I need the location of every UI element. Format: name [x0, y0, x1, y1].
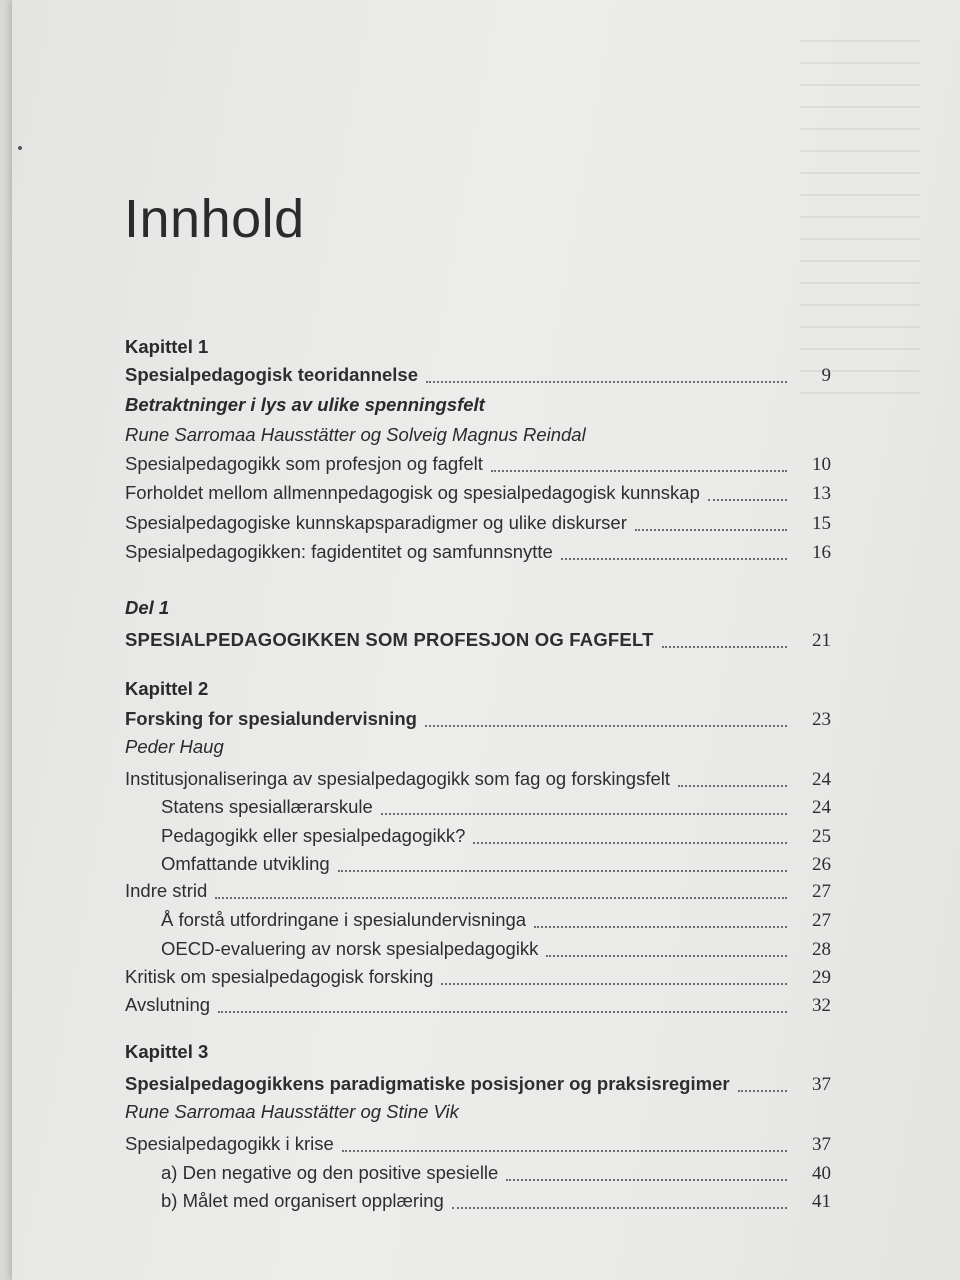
chapter-2-authors: Peder Haug	[125, 736, 224, 757]
part-1-label: Del 1	[125, 597, 170, 618]
toc-subentry	[161, 825, 831, 851]
toc-subentry	[161, 796, 831, 822]
toc-subentry	[161, 938, 831, 964]
page-title: Innhold	[124, 189, 305, 249]
entry-title: Forholdet mellom allmennpedagogisk og spesialpedagogisk kunnskap	[125, 482, 700, 503]
chapter-2-title-entry	[125, 708, 831, 734]
chapter-3-label: Kapittel 3	[125, 1041, 209, 1062]
page-number: 41	[812, 1191, 831, 1212]
entry-title: OECD-evaluering av norsk spesialpedagogikk	[161, 938, 539, 959]
leader-dots	[561, 558, 787, 560]
page-number: 27	[812, 881, 831, 902]
toc-entry	[125, 541, 831, 567]
page-number: 32	[812, 995, 831, 1016]
page-number: 24	[812, 769, 831, 790]
leader-dots	[338, 870, 787, 872]
leader-dots	[342, 1150, 787, 1152]
leader-dots	[426, 381, 787, 383]
toc-entry	[125, 966, 831, 992]
page-number: 10	[812, 454, 831, 475]
book-page	[12, 0, 960, 1280]
entry-title: Statens spesiallærarskule	[161, 796, 373, 817]
page-speck	[18, 146, 22, 150]
chapter-2-label: Kapittel 2	[125, 678, 209, 699]
entry-title: a) Den negative og den positive spesielle	[161, 1162, 499, 1183]
leader-dots	[506, 1179, 787, 1181]
leader-dots	[441, 983, 787, 985]
entry-title: Spesialpedagogiske kunnskapsparadigmer og ulike diskurser	[125, 512, 627, 533]
part-1-title: SPESIALPEDAGOGIKKEN SOM PROFESJON OG FAGFELT	[125, 629, 654, 650]
page-number: 15	[812, 513, 831, 534]
leader-dots	[534, 926, 787, 928]
entry-title: Omfattande utvikling	[161, 853, 330, 874]
page-number: 24	[812, 797, 831, 818]
page-number: 37	[812, 1074, 831, 1095]
chapter-2-title: Forsking for spesialundervisning	[125, 708, 417, 729]
part-1-title-entry	[125, 629, 831, 655]
entry-title: Spesialpedagogikk som profesjon og fagfelt	[125, 453, 483, 474]
page-number: 25	[812, 826, 831, 847]
leader-dots	[452, 1207, 787, 1209]
leader-dots	[662, 646, 787, 648]
leader-dots	[546, 955, 787, 957]
toc-entry	[125, 512, 831, 538]
toc-entry	[125, 994, 831, 1020]
toc-subentry	[161, 909, 831, 935]
chapter-1-authors: Rune Sarromaa Hausstätter og Solveig Magnus Reindal	[125, 424, 586, 445]
leader-dots	[425, 725, 787, 727]
page-number: 23	[812, 709, 831, 730]
toc-entry	[125, 1133, 831, 1159]
entry-title: Å forstå utfordringane i spesialundervisninga	[161, 909, 527, 930]
leader-dots	[708, 499, 787, 501]
toc-subentry	[161, 853, 831, 879]
chapter-3-authors: Rune Sarromaa Hausstätter og Stine Vik	[125, 1101, 459, 1122]
entry-title: Spesialpedagogikken: fagidentitet og samfunnsnytte	[125, 541, 553, 562]
leader-dots	[381, 813, 787, 815]
page-number: 29	[812, 967, 831, 988]
leader-dots	[218, 1011, 787, 1013]
entry-title: Spesialpedagogikk i krise	[125, 1133, 334, 1154]
toc-subentry	[161, 1162, 831, 1188]
chapter-1-title: Spesialpedagogisk teoridannelse	[125, 364, 419, 385]
page-number: 9	[821, 365, 831, 386]
page-number: 40	[812, 1163, 831, 1184]
leader-dots	[215, 897, 787, 899]
chapter-1-subtitle: Betraktninger i lys av ulike spenningsfelt	[125, 394, 485, 415]
chapter-3-title-entry	[125, 1073, 831, 1099]
leader-dots	[678, 785, 787, 787]
page-number: 13	[812, 483, 831, 504]
show-through-text	[800, 40, 920, 400]
page-number: 16	[812, 542, 831, 563]
toc-entry	[125, 880, 831, 906]
page-number: 27	[812, 910, 831, 931]
toc-subentry	[161, 1190, 831, 1216]
page-number: 26	[812, 854, 831, 875]
chapter-3-title: Spesialpedagogikkens paradigmatiske posisjoner og praksisregimer	[125, 1073, 730, 1094]
toc-entry	[125, 453, 831, 479]
page-number: 37	[812, 1134, 831, 1155]
page-number: 21	[812, 630, 831, 651]
entry-title: Institusjonaliseringa av spesialpedagogikk som fag og forskingsfelt	[125, 768, 671, 789]
entry-title: Pedagogikk eller spesialpedagogikk?	[161, 825, 466, 846]
toc-entry	[125, 482, 831, 508]
leader-dots	[473, 842, 787, 844]
leader-dots	[738, 1090, 787, 1092]
entry-title: Kritisk om spesialpedagogisk forsking	[125, 966, 434, 987]
entry-title: b) Målet med organisert opplæring	[161, 1190, 444, 1211]
page-number: 28	[812, 939, 831, 960]
entry-title: Avslutning	[125, 994, 211, 1015]
entry-title: Indre strid	[125, 880, 208, 901]
chapter-1-title-entry	[125, 364, 831, 390]
chapter-1-label: Kapittel 1	[125, 336, 209, 357]
toc-entry	[125, 768, 831, 794]
leader-dots	[635, 529, 787, 531]
leader-dots	[491, 470, 787, 472]
